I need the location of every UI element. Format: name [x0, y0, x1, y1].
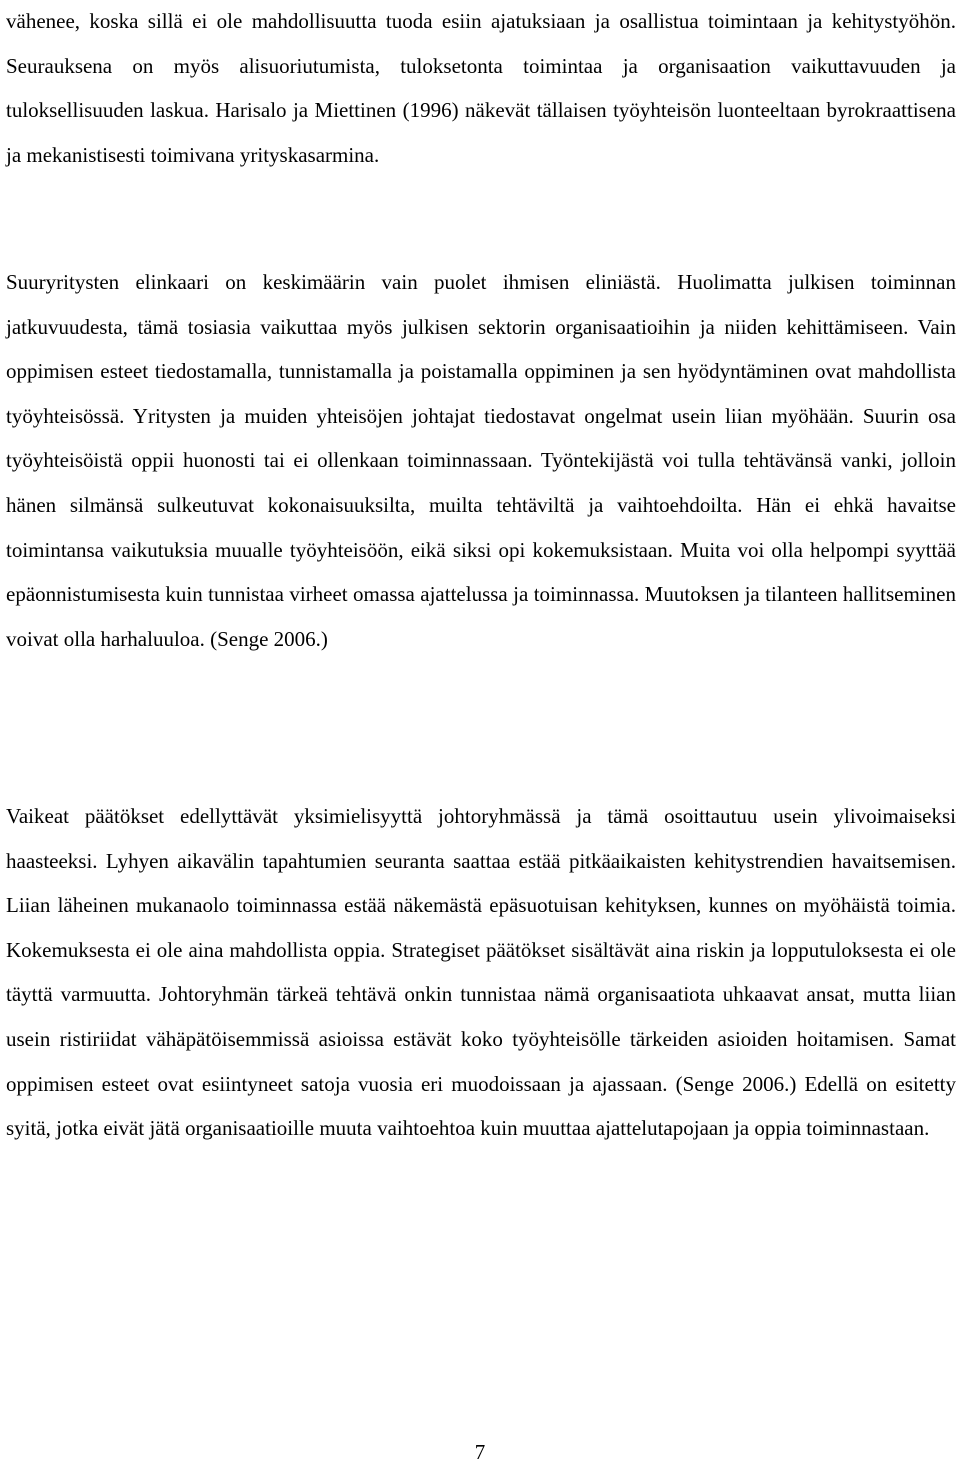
paragraph: Vaikeat päätökset edellyttävät yksimielisyyttä johtoryhmässä ja tämä osoittautuu usein ylivoimaiseksi haasteeksi. Lyhyen aikavälin tapahtumien seuranta saattaa estää pitkäaikaisten kehitystrendien havaitsemisen. Liian läheinen mukanaolo toiminnassa estää näkemästä epäsuotuisan kehityksen, kunnes on myöhäistä toimia. Kokemuksesta ei ole aina mahdollista oppia. Strategiset päätökset sisältävät aina riskin ja lopputuloksesta ei ole täyttä varmuutta. Johtoryhmän tärkeä tehtävä onkin tunnistaa nämä organisaatiota uhkaavat ansat, mutta liian usein ristiriidat vähäpätöisemmissä asioissa estävät koko työyhteisölle tärkeiden asioiden hoitamisen. Samat oppimisen esteet ovat esiintyneet satoja vuosia eri muodoissaan ja ajassaan. (Senge 2006.) Edellä on esitetty syitä, jotka eivät jätä organisaatioille muuta vaihtoehtoa kuin muuttaa ajattelutapojaan ja oppia toiminnastaan. [6, 804, 956, 1141]
page-number: 7 [474, 1440, 486, 1464]
paragraph: Suuryritysten elinkaari on keskimäärin vain puolet ihmisen eliniästä. Huolimatta julkisen toiminnan jatkuvuudesta, tämä tosiasia vaikuttaa myös julkisen sektorin organisaatioihin ja niiden kehittämiseen. Vain oppimisen esteet tiedostamalla, tunnistamalla ja poistamalla oppiminen ja sen hyödyntäminen ovat mahdollista työyhteisössä. Yritysten ja muiden yhteisöjen johtajat tiedostavat ongelmat usein liian myöhään. Suurin osa työyhteisöistä oppii huonosti tai ei ollenkaan toiminnassaan. Työntekijästä voi tulla tehtävänsä vanki, jolloin hänen silmänsä sulkeutuvat kokonaisuuksilta, muilta tehtäviltä ja vaihtoehdoilta. Hän ei ehkä havaitse toimintansa vaikutuksia muualle työyhteisöön, eikä siksi opi kokemuksistaan. Muita voi olla helpompi syyttää epäonnistumisesta kuin tunnistaa virheet omassa ajattelussa ja toiminnassa. Muutoksen ja tilanteen hallitseminen voivat olla harhaluuloa. (Senge 2006.) [6, 270, 956, 651]
paragraph: vähenee, koska sillä ei ole mahdollisuutta tuoda esiin ajatuksiaan ja osallistua toimintaan ja kehitystyöhön. Seurauksena on myös alisuoriutumista, tuloksetonta toimintaa ja organisaation vaikuttavuuden ja tuloksellisuuden laskua. Harisalo ja Miettinen (1996) näkevät tällaisen työyhteisön luonteeltaan byrokraattisena ja mekanistisesti toimivana yrityskasarmina. [6, 9, 956, 167]
